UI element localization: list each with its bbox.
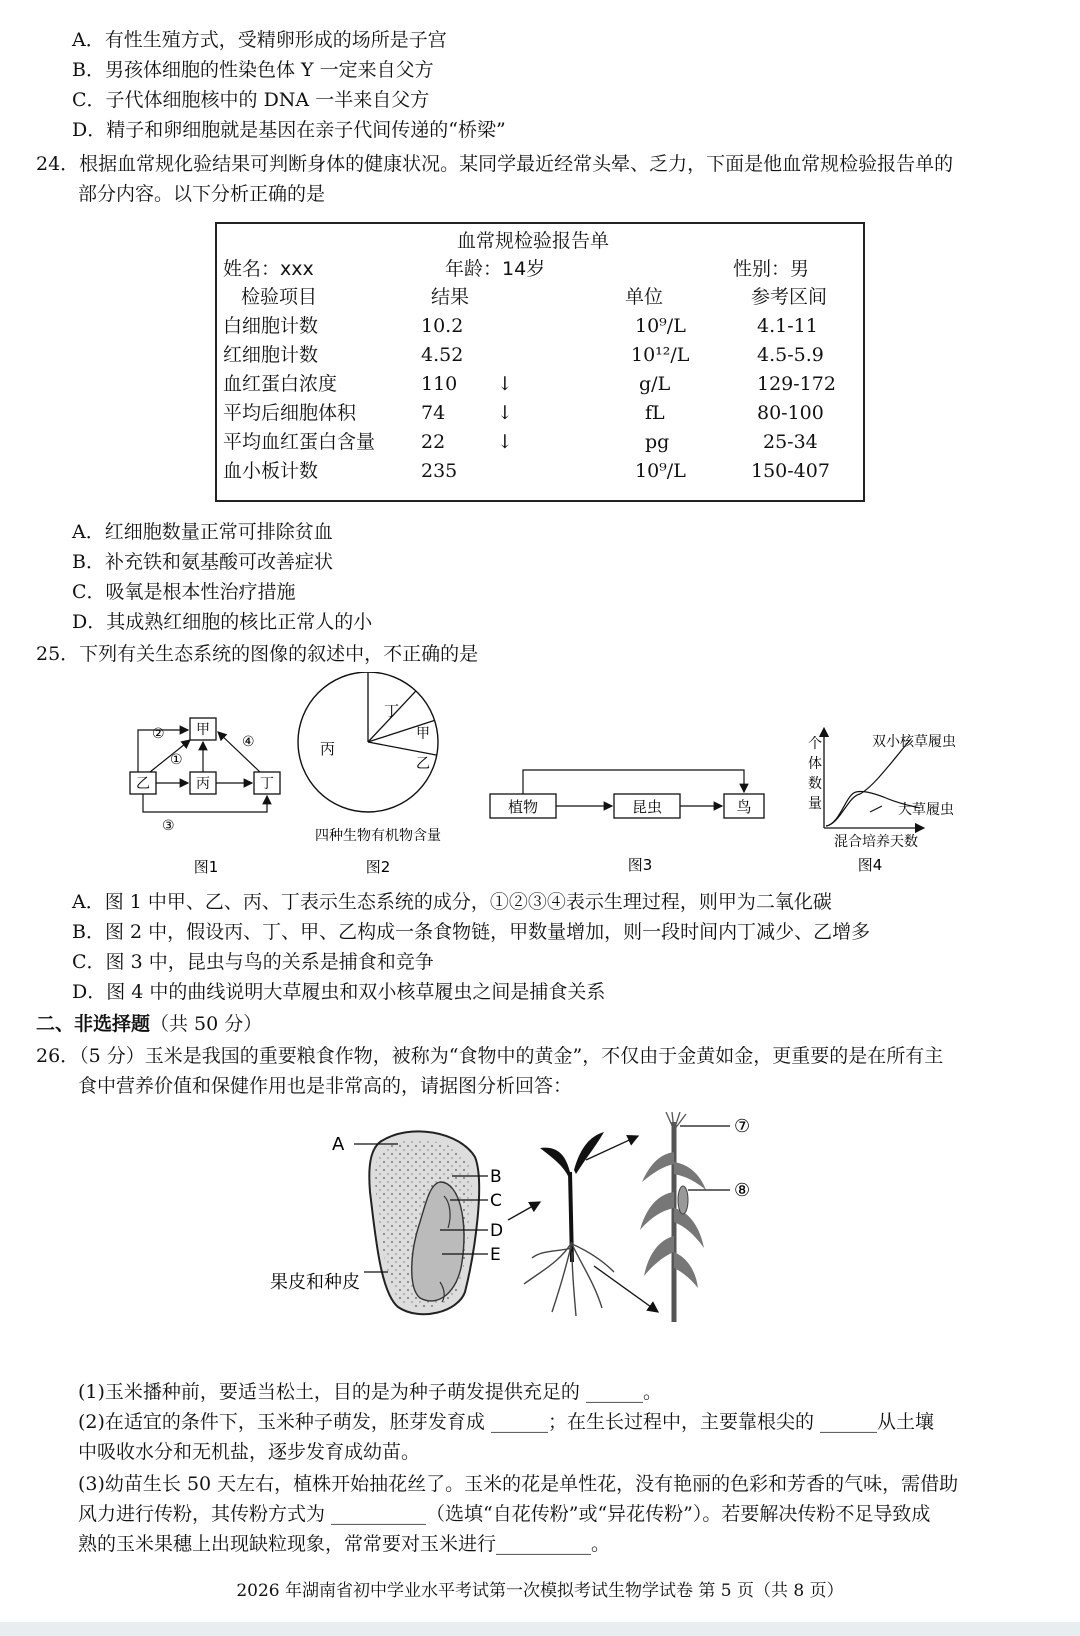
fig4-curve-tail	[870, 806, 882, 812]
report-row-result: 22	[421, 431, 446, 453]
fig3-node-insect: 昆虫	[631, 798, 663, 816]
report-row-item: 血红蛋白浓度	[223, 373, 338, 395]
fig2-slice-label: 乙	[416, 756, 430, 772]
report-sex: 性别：男	[733, 258, 810, 280]
q25-option-c: C．图 3 中，昆虫与鸟的关系是捕食和竞争	[72, 951, 434, 973]
fig2-subtitle: 四种生物有机物含量	[315, 828, 441, 844]
q24-option-d: D．其成熟红细胞的核比正常人的小	[72, 611, 373, 633]
q25-option-a: A．图 1 中甲、乙、丙、丁表示生态系统的成分，①②③④表示生理过程，则甲为二氧化碳	[72, 891, 832, 913]
report-row-result: 4.52	[421, 344, 464, 366]
q26-sub1: (1)玉米播种前，要适当松土，目的是为种子萌发提供充足的 ______。	[78, 1381, 662, 1403]
report-row-unit: 10⁹/L	[635, 315, 686, 337]
corn-leaf	[674, 1162, 706, 1190]
fig1-label: ②	[152, 726, 165, 742]
q24-option-a: A．红细胞数量正常可排除贫血	[72, 521, 333, 543]
bottom-band	[0, 1622, 1080, 1636]
report-row-range: 80-100	[757, 402, 824, 424]
corn-figure	[270, 1112, 830, 1352]
report-row-arrow: ↓	[497, 373, 513, 395]
fig4-ylabel-char: 数	[808, 776, 822, 792]
report-age: 年龄：14岁	[445, 258, 546, 280]
corn-leaf	[640, 1192, 674, 1230]
figure-4-line-chart	[790, 724, 980, 882]
q23-option-c: C．子代体细胞核中的 DNA 一半来自父方	[72, 89, 430, 111]
report-row-arrow: ↓	[497, 431, 513, 453]
corn-label-peel: 果皮和种皮	[270, 1272, 360, 1293]
report-row-item: 平均后细胞体积	[223, 402, 357, 424]
fig2-slice-label: 丁	[384, 702, 400, 720]
q24-option-b: B．补充铁和氨基酸可改善症状	[72, 551, 333, 573]
corn-tassel	[666, 1112, 686, 1130]
fig3-caption: 图3	[627, 856, 653, 874]
q24-option-c: C．吸氧是根本性治疗措施	[72, 581, 296, 603]
report-row-result: 74	[421, 402, 446, 424]
report-row-range: 25-34	[763, 431, 818, 453]
section2-title: 二、非选择题	[36, 1013, 151, 1035]
q23-option-a: A．有性生殖方式，受精卵形成的场所是子宫	[72, 29, 447, 51]
seedling-leaf	[540, 1148, 570, 1176]
figure-1-diagram	[120, 700, 300, 880]
q24-stem-line1: 24．根据血常规化验结果可判断身体的健康状况。某同学最近经常头晕、乏力，下面是他血常规检验报告单的	[36, 153, 954, 175]
fig1-label: ①	[170, 752, 183, 768]
fig4-xlabel: 混合培养天数	[834, 834, 918, 850]
fig1-node-jia: 甲	[196, 722, 210, 738]
fig1-caption: 图1	[193, 858, 219, 876]
fig1-arrow	[143, 794, 267, 812]
corn-label-d: D	[490, 1221, 504, 1241]
q26-stem-line2: 食中营养价值和保健作用也是非常高的，请据图分析回答：	[78, 1075, 573, 1097]
corn-ear	[678, 1186, 688, 1214]
corn-label-eight: ⑧	[734, 1180, 751, 1201]
corn-leaf	[642, 1152, 674, 1182]
section2-points: （共 50 分）	[150, 1013, 263, 1035]
fig1-node-bing: 丙	[196, 776, 210, 792]
corn-label-e: E	[490, 1245, 501, 1265]
fig3-node-bird: 鸟	[736, 798, 752, 816]
q23-option-d: D．精子和卵细胞就是基因在亲子代间传递的“桥梁”	[72, 119, 506, 141]
fig4-ylabel-char: 量	[808, 796, 822, 812]
corn-label-seven: ⑦	[734, 1116, 751, 1137]
figure-3-food-chain	[488, 760, 778, 880]
report-row-unit: fL	[645, 402, 665, 424]
report-title: 血常规检验报告单	[457, 230, 610, 252]
fig4-ylabel-char: 个	[808, 736, 822, 752]
corn-leaf	[674, 1252, 698, 1288]
seedling-leaf	[574, 1132, 604, 1174]
root-arrow	[594, 1266, 658, 1312]
report-row-range: 4.1-11	[757, 315, 818, 337]
section2-heading	[36, 1010, 262, 1038]
fig3-node-plant: 植物	[507, 798, 539, 816]
q26-sub3-line2: 风力进行传粉，其传粉方式为 __________（选填“自花传粉”或“异花传粉”）。若要解决传粉不足导致成	[78, 1503, 931, 1525]
q26-sub3-line3: 熟的玉米果穗上出现缺粒现象，常常要对玉米进行__________。	[78, 1533, 611, 1555]
corn-label-b: B	[490, 1167, 502, 1187]
report-row-arrow: ↓	[497, 402, 513, 424]
corn-label-a: A	[332, 1134, 345, 1155]
report-row-unit: 10¹²/L	[631, 344, 690, 366]
corn-leaf	[644, 1236, 674, 1276]
report-header-range: 参考区间	[751, 286, 828, 308]
report-row-item: 血小板计数	[223, 460, 319, 482]
report-row-result: 235	[421, 460, 458, 482]
q25-stem: 25．下列有关生态系统的图像的叙述中，不正确的是	[36, 643, 479, 665]
fig2-slice-label: 甲	[416, 726, 430, 742]
report-row-range: 150-407	[751, 460, 830, 482]
report-row-unit: g/L	[639, 373, 671, 395]
seedling-roots	[524, 1242, 614, 1316]
fig1-label: ③	[162, 818, 175, 834]
report-row-item: 红细胞计数	[223, 344, 319, 366]
fig4-series-label: 双小核草履虫	[872, 734, 956, 750]
report-row-unit: 10⁹/L	[635, 460, 686, 482]
corn-label-c: C	[490, 1191, 502, 1211]
corn-leaf	[674, 1208, 704, 1248]
report-row-range: 129-172	[757, 373, 836, 395]
report-header-result: 结果	[431, 286, 470, 308]
q26-sub2-line2: 中吸收水分和无机盐，逐步发育成幼苗。	[78, 1441, 421, 1463]
fig4-series-label: 大草履虫	[898, 802, 954, 818]
fig2-caption: 图2	[365, 858, 391, 876]
report-row-result: 10.2	[421, 315, 464, 337]
report-name: 姓名：xxx	[223, 258, 314, 280]
q26-sub2-line1: (2)在适宜的条件下，玉米种子萌发，胚芽发育成 ______；在生长过程中，主要靠根尖的 ______从土壤	[78, 1411, 934, 1433]
fig1-node-yi: 乙	[136, 776, 150, 792]
fig2-slice-label: 丙	[320, 740, 336, 758]
figure-2-pie-chart	[290, 672, 480, 882]
q25-option-b: B．图 2 中，假设丙、丁、甲、乙构成一条食物链，甲数量增加，则一段时间内丁减少、乙增多	[72, 921, 871, 943]
report-row-item: 白细胞计数	[223, 315, 319, 337]
report-row-result: 110	[421, 373, 458, 395]
report-row-unit: pg	[645, 431, 670, 453]
fig4-ylabel-char: 体	[808, 756, 822, 772]
report-header-unit: 单位	[625, 286, 664, 308]
fig1-node-ding: 丁	[260, 776, 274, 792]
q26-stem-line1: 26．（5 分）玉米是我国的重要粮食作物，被称为“食物中的黄金”，不仅由于金黄如金，更重要的是在所有主	[36, 1045, 944, 1067]
q24-stem-line2: 部分内容。以下分析正确的是	[78, 183, 326, 205]
blood-report-table	[215, 222, 865, 502]
q26-sub3-line1: (3)幼苗生长 50 天左右，植株开始抽花丝了。玉米的花是单性花，没有艳丽的色彩和芳香的气味，需借助	[78, 1473, 959, 1495]
q25-option-d: D．图 4 中的曲线说明大草履虫和双小核草履虫之间是捕食关系	[72, 981, 606, 1003]
seed-to-seedling-arrow	[508, 1202, 540, 1220]
page-footer: 2026 年湖南省初中学业水平考试第一次模拟考试生物学试卷 第 5 页（共 8 页）	[236, 1581, 844, 1601]
fig4-caption: 图4	[857, 856, 883, 874]
report-header-item: 检验项目	[241, 286, 318, 308]
fig3-arrow	[523, 770, 744, 794]
report-row-item: 平均血红蛋白含量	[223, 431, 376, 453]
report-row-range: 4.5-5.9	[757, 344, 824, 366]
fig1-label: ④	[242, 734, 255, 750]
q23-option-b: B．男孩体细胞的性染色体 Y 一定来自父方	[72, 59, 434, 81]
